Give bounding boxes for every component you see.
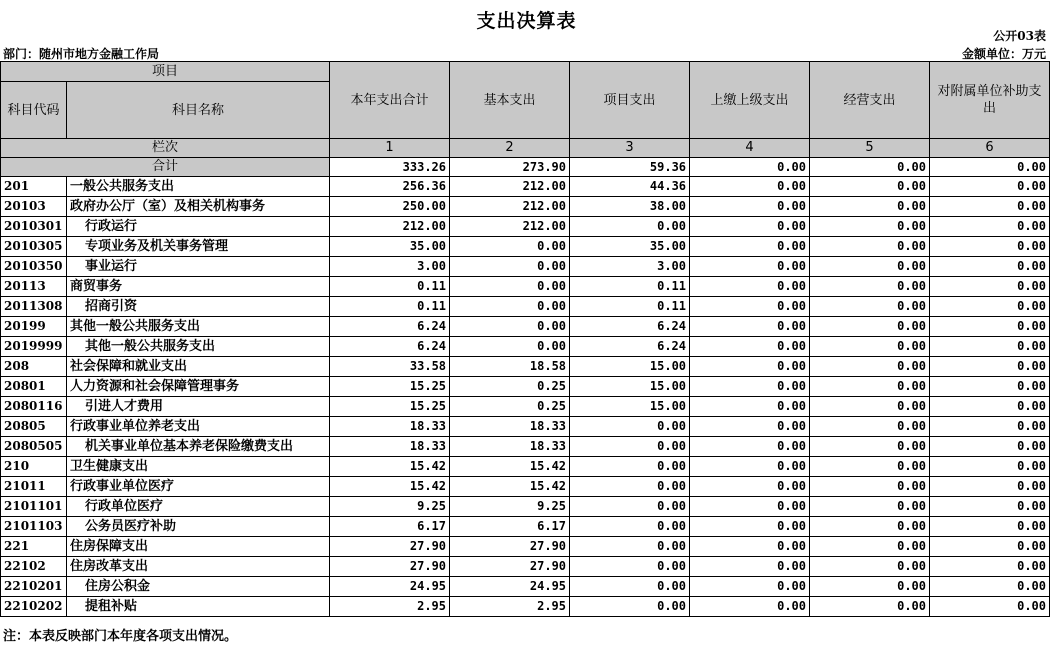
- table-row: [1, 477, 1050, 497]
- amount-cell: 35.00: [330, 237, 450, 257]
- amount-cell: 0.00: [930, 277, 1050, 297]
- amount-cell: 0.00: [930, 317, 1050, 337]
- subject-code: 210: [1, 457, 67, 477]
- subject-name: 其他一般公共服务支出: [67, 337, 330, 357]
- subject-code: 2010305: [1, 237, 67, 257]
- amount-cell: 0.00: [690, 537, 810, 557]
- amount-cell: 0.00: [810, 197, 930, 217]
- amount-cell: 0.00: [570, 557, 690, 577]
- total-row: [1, 158, 1050, 177]
- amount-cell: 0.00: [690, 557, 810, 577]
- amount-cell: 0.00: [690, 277, 810, 297]
- subject-code: 20199: [1, 317, 67, 337]
- amount-cell: 212.00: [450, 177, 570, 197]
- amount-cell: 0.00: [930, 437, 1050, 457]
- subject-name: 行政单位医疗: [67, 497, 330, 517]
- amount-cell: 0.00: [930, 217, 1050, 237]
- total-value: 0.00: [930, 158, 1050, 177]
- amount-cell: 18.33: [330, 437, 450, 457]
- subject-name: 专项业务及机关事务管理: [67, 237, 330, 257]
- amount-cell: 6.24: [570, 317, 690, 337]
- amount-cell: 27.90: [450, 557, 570, 577]
- amount-cell: 0.00: [930, 197, 1050, 217]
- subject-code: 2010350: [1, 257, 67, 277]
- subject-code: 2019999: [1, 337, 67, 357]
- subject-code: 20801: [1, 377, 67, 397]
- amount-cell: 0.00: [450, 237, 570, 257]
- amount-cell: 3.00: [570, 257, 690, 277]
- total-value: 59.36: [570, 158, 690, 177]
- amount-cell: 0.00: [570, 417, 690, 437]
- amount-cell: 0.00: [690, 237, 810, 257]
- amount-cell: 256.36: [330, 177, 450, 197]
- amount-cell: 0.00: [690, 377, 810, 397]
- amount-cell: 0.00: [930, 237, 1050, 257]
- amount-cell: 0.00: [690, 177, 810, 197]
- amount-cell: 0.00: [930, 177, 1050, 197]
- subject-name: 行政事业单位医疗: [67, 477, 330, 497]
- table-row: [1, 397, 1050, 417]
- subject-name: 行政运行: [67, 217, 330, 237]
- amount-cell: 0.00: [690, 577, 810, 597]
- amount-cell: 0.00: [570, 437, 690, 457]
- amount-cell: 0.00: [930, 517, 1050, 537]
- amount-cell: 33.58: [330, 357, 450, 377]
- amount-cell: 0.00: [810, 437, 930, 457]
- amount-cell: 2.95: [450, 597, 570, 617]
- subject-name: 人力资源和社会保障管理事务: [67, 377, 330, 397]
- amount-cell: 6.17: [330, 517, 450, 537]
- amount-cell: 15.25: [330, 397, 450, 417]
- amount-cell: 0.00: [690, 317, 810, 337]
- subject-name: 一般公共服务支出: [67, 177, 330, 197]
- amount-cell: 0.00: [690, 597, 810, 617]
- amount-cell: 0.00: [570, 517, 690, 537]
- subject-name: 公务员医疗补助: [67, 517, 330, 537]
- amount-cell: 0.00: [450, 257, 570, 277]
- amount-cell: 27.90: [330, 537, 450, 557]
- subject-name: 政府办公厅（室）及相关机构事务: [67, 197, 330, 217]
- subject-name: 住房改革支出: [67, 557, 330, 577]
- table-row: [1, 337, 1050, 357]
- amount-cell: 0.00: [810, 597, 930, 617]
- amount-cell: 0.00: [810, 477, 930, 497]
- subject-code: 2210201: [1, 577, 67, 597]
- amount-cell: 27.90: [450, 537, 570, 557]
- amount-cell: 0.00: [810, 517, 930, 537]
- amount-cell: 6.24: [330, 317, 450, 337]
- amount-cell: 0.00: [930, 397, 1050, 417]
- amount-cell: 35.00: [570, 237, 690, 257]
- header-name: 科目名称: [67, 82, 330, 139]
- amount-cell: 0.00: [690, 357, 810, 377]
- subject-name: 引进人才费用: [67, 397, 330, 417]
- header-code: 科目代码: [1, 82, 67, 139]
- amount-cell: 0.00: [450, 277, 570, 297]
- subject-code: 21011: [1, 477, 67, 497]
- table-row: [1, 497, 1050, 517]
- index-cell: 2: [450, 139, 570, 158]
- amount-cell: 0.00: [930, 377, 1050, 397]
- amount-cell: 2.95: [330, 597, 450, 617]
- department-label: 部门：随州市地方金融工作局: [3, 47, 160, 61]
- total-value: 333.26: [330, 158, 450, 177]
- subject-code: 201: [1, 177, 67, 197]
- subject-name: 招商引资: [67, 297, 330, 317]
- amount-cell: 0.00: [810, 177, 930, 197]
- amount-cell: 0.00: [810, 397, 930, 417]
- table-body: [1, 177, 1050, 617]
- amount-cell: 15.00: [570, 397, 690, 417]
- header-col2: 基本支出: [450, 62, 570, 139]
- amount-cell: 0.00: [810, 277, 930, 297]
- amount-cell: 15.42: [330, 457, 450, 477]
- amount-cell: 18.33: [450, 437, 570, 457]
- subject-code: 20113: [1, 277, 67, 297]
- amount-cell: 0.00: [930, 537, 1050, 557]
- amount-cell: 0.00: [810, 297, 930, 317]
- table-row: [1, 437, 1050, 457]
- table-row: [1, 217, 1050, 237]
- subject-code: 2011308: [1, 297, 67, 317]
- header-col4: 上缴上级支出: [690, 62, 810, 139]
- amount-cell: 15.00: [570, 377, 690, 397]
- amount-cell: 9.25: [330, 497, 450, 517]
- amount-cell: 0.00: [810, 497, 930, 517]
- amount-cell: 6.24: [570, 337, 690, 357]
- subject-name: 住房公积金: [67, 577, 330, 597]
- amount-cell: 0.00: [690, 477, 810, 497]
- table-row: [1, 197, 1050, 217]
- table-row: [1, 557, 1050, 577]
- amount-cell: 0.00: [450, 297, 570, 317]
- subject-code: 2210202: [1, 597, 67, 617]
- amount-cell: 250.00: [330, 197, 450, 217]
- subject-name: 事业运行: [67, 257, 330, 277]
- amount-cell: 212.00: [330, 217, 450, 237]
- header-project: 项目: [1, 62, 330, 82]
- amount-cell: 0.00: [450, 317, 570, 337]
- subject-code: 2080505: [1, 437, 67, 457]
- amount-cell: 6.24: [330, 337, 450, 357]
- amount-cell: 0.00: [930, 497, 1050, 517]
- amount-cell: 0.00: [930, 457, 1050, 477]
- total-label: 合计: [1, 158, 330, 177]
- subject-code: 2080116: [1, 397, 67, 417]
- amount-cell: 0.00: [810, 217, 930, 237]
- amount-cell: 0.00: [810, 377, 930, 397]
- table-row: [1, 317, 1050, 337]
- index-cell: 3: [570, 139, 690, 158]
- amount-cell: 0.00: [690, 417, 810, 437]
- amount-cell: 0.00: [930, 577, 1050, 597]
- subject-code: 2101103: [1, 517, 67, 537]
- subject-name: 卫生健康支出: [67, 457, 330, 477]
- total-value: 0.00: [810, 158, 930, 177]
- amount-cell: 0.00: [690, 297, 810, 317]
- amount-cell: 15.25: [330, 377, 450, 397]
- amount-cell: 15.42: [450, 477, 570, 497]
- amount-cell: 0.00: [810, 257, 930, 277]
- amount-cell: 24.95: [450, 577, 570, 597]
- header-row-index: 栏次: [1, 139, 330, 158]
- amount-cell: 0.00: [810, 577, 930, 597]
- amount-cell: 0.00: [570, 577, 690, 597]
- amount-cell: 15.42: [330, 477, 450, 497]
- table-row: [1, 257, 1050, 277]
- amount-cell: 15.42: [450, 457, 570, 477]
- subject-name: 社会保障和就业支出: [67, 357, 330, 377]
- subject-name: 提租补贴: [67, 597, 330, 617]
- page-title: 支出决算表: [476, 10, 577, 32]
- amount-cell: 0.00: [690, 437, 810, 457]
- amount-cell: 0.00: [690, 457, 810, 477]
- amount-cell: 0.25: [450, 377, 570, 397]
- index-cell: 1: [330, 139, 450, 158]
- amount-cell: 0.00: [810, 457, 930, 477]
- amount-cell: 0.00: [690, 257, 810, 277]
- amount-cell: 0.00: [570, 477, 690, 497]
- amount-cell: 0.00: [930, 477, 1050, 497]
- amount-cell: 0.00: [930, 357, 1050, 377]
- amount-cell: 24.95: [330, 577, 450, 597]
- index-cell: 6: [930, 139, 1050, 158]
- amount-cell: 0.00: [810, 317, 930, 337]
- amount-cell: 212.00: [450, 217, 570, 237]
- amount-cell: 3.00: [330, 257, 450, 277]
- expenditure-table: [0, 61, 1050, 617]
- amount-cell: 0.11: [330, 297, 450, 317]
- amount-cell: 6.17: [450, 517, 570, 537]
- amount-cell: 0.00: [810, 537, 930, 557]
- total-value: 273.90: [450, 158, 570, 177]
- table-row: [1, 357, 1050, 377]
- amount-cell: 0.00: [930, 297, 1050, 317]
- amount-cell: 0.11: [330, 277, 450, 297]
- amount-cell: 18.33: [330, 417, 450, 437]
- row-index-row: [1, 139, 1050, 158]
- amount-cell: 0.00: [690, 497, 810, 517]
- amount-cell: 0.25: [450, 397, 570, 417]
- subject-name: 商贸事务: [67, 277, 330, 297]
- amount-cell: 0.00: [930, 417, 1050, 437]
- index-cell: 4: [690, 139, 810, 158]
- form-code: 公开03表: [993, 29, 1046, 43]
- subject-name: 行政事业单位养老支出: [67, 417, 330, 437]
- subject-code: 20103: [1, 197, 67, 217]
- amount-cell: 0.00: [930, 337, 1050, 357]
- amount-cell: 0.00: [810, 337, 930, 357]
- amount-cell: 18.33: [450, 417, 570, 437]
- subject-name: 住房保障支出: [67, 537, 330, 557]
- amount-cell: 9.25: [450, 497, 570, 517]
- table-row: [1, 377, 1050, 397]
- table-row: [1, 177, 1050, 197]
- amount-cell: 0.00: [690, 217, 810, 237]
- table-row: [1, 577, 1050, 597]
- table-row: [1, 597, 1050, 617]
- table-row: [1, 457, 1050, 477]
- amount-cell: 38.00: [570, 197, 690, 217]
- amount-cell: 15.00: [570, 357, 690, 377]
- table-row: [1, 297, 1050, 317]
- subject-code: 20805: [1, 417, 67, 437]
- amount-cell: 0.00: [930, 557, 1050, 577]
- amount-cell: 0.00: [690, 197, 810, 217]
- header-col5: 经营支出: [810, 62, 930, 139]
- amount-cell: 0.00: [810, 357, 930, 377]
- amount-cell: 18.58: [450, 357, 570, 377]
- index-cell: 5: [810, 139, 930, 158]
- header-col3: 项目支出: [570, 62, 690, 139]
- amount-cell: 0.00: [930, 257, 1050, 277]
- subject-code: 2010301: [1, 217, 67, 237]
- amount-cell: 0.00: [930, 597, 1050, 617]
- table-row: [1, 417, 1050, 437]
- subject-code: 22102: [1, 557, 67, 577]
- unit-label: 金额单位：万元: [961, 47, 1046, 61]
- subject-name: 机关事业单位基本养老保险缴费支出: [67, 437, 330, 457]
- header-col1: 本年支出合计: [330, 62, 450, 139]
- header-col6: 对附属单位补助支出: [930, 62, 1050, 139]
- amount-cell: 0.00: [810, 237, 930, 257]
- amount-cell: 0.00: [570, 217, 690, 237]
- amount-cell: 0.00: [570, 597, 690, 617]
- amount-cell: 0.00: [690, 517, 810, 537]
- amount-cell: 44.36: [570, 177, 690, 197]
- subject-name: 其他一般公共服务支出: [67, 317, 330, 337]
- table-row: [1, 277, 1050, 297]
- amount-cell: 212.00: [450, 197, 570, 217]
- amount-cell: 0.00: [810, 417, 930, 437]
- amount-cell: 0.00: [690, 337, 810, 357]
- amount-cell: 0.00: [810, 557, 930, 577]
- amount-cell: 0.00: [570, 537, 690, 557]
- subject-code: 221: [1, 537, 67, 557]
- table-row: [1, 537, 1050, 557]
- subject-code: 208: [1, 357, 67, 377]
- table-row: [1, 237, 1050, 257]
- amount-cell: 0.00: [690, 397, 810, 417]
- total-value: 0.00: [690, 158, 810, 177]
- amount-cell: 0.00: [570, 497, 690, 517]
- subject-code: 2101101: [1, 497, 67, 517]
- amount-cell: 0.11: [570, 277, 690, 297]
- table-row: [1, 517, 1050, 537]
- footnote: 注：本表反映部门本年度各项支出情况。: [3, 629, 238, 644]
- amount-cell: 0.00: [570, 457, 690, 477]
- amount-cell: 0.11: [570, 297, 690, 317]
- amount-cell: 27.90: [330, 557, 450, 577]
- amount-cell: 0.00: [450, 337, 570, 357]
